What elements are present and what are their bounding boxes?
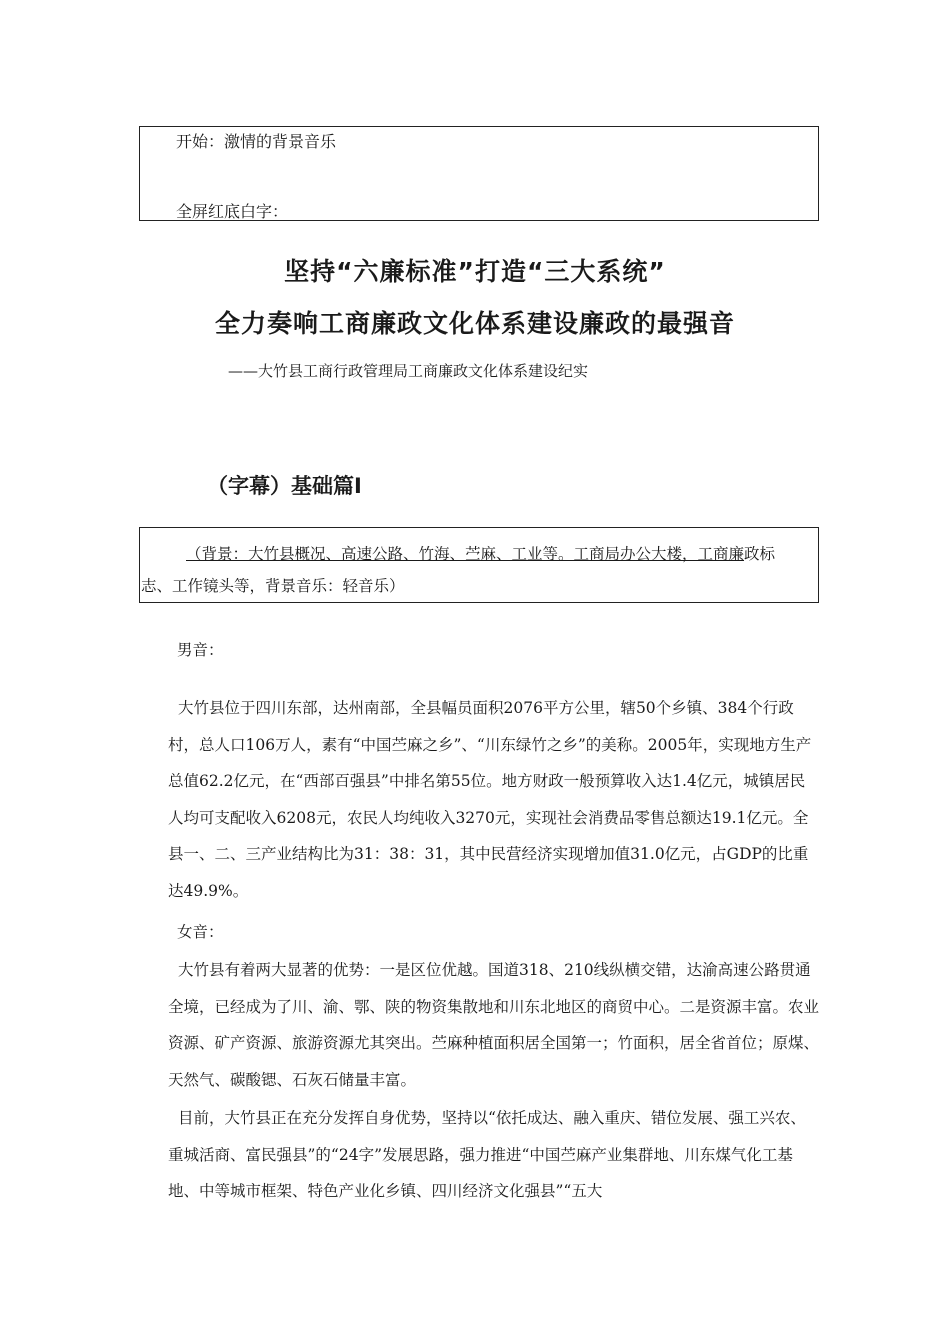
male-voice-label: 男音： (177, 641, 224, 659)
intro-line-music: 开始：激情的背景音乐 (176, 132, 337, 151)
background-text-rest: 政标志、工作镜头等，背景音乐：轻音乐） (141, 545, 776, 595)
subtitle: ——大竹县工商行政管理局工商廉政文化体系建设纪实 (228, 362, 589, 380)
background-text-underlined: （背景：大竹县概况、高速公路、竹海、苎麻、工业等。工商局办公大楼，工商廉 (186, 545, 745, 563)
paragraph-advantages: 大竹县有着两大显著的优势：一是区位优越。国道318、210线纵横交错，达渝高速公路贯通全境，已经成为了川、渝、鄂、陕的物资集散地和川东北地区的商贸中心。二是资源丰富。农业资源、矿产资源、旅游资源尤其突出。苎麻种植面积居全国第一；竹面积，居全省首位；原煤、天然气、碳酸锶、石灰石储量丰富。 (168, 961, 820, 1089)
background-box (139, 527, 819, 603)
intro-box (139, 126, 819, 221)
background-text (141, 538, 800, 602)
female-voice-label: 女音： (177, 923, 224, 941)
title-line-1: 坚持“六廉标准”打造“三大系统” (284, 257, 666, 286)
intro-line-screen: 全屏红底白字： (176, 202, 289, 221)
paragraph-development: 目前，大竹县正在充分发挥自身优势，坚持以“依托成达、融入重庆、错位发展、强工兴农、重城活商、富民强县”的“24字”发展思路，强力推进“中国苎麻产业集群地、川东煤气化工基地、中等城市框架、特色产业化乡镇、四川经济文化强县”“五大 (168, 1109, 806, 1200)
title-line-2: 全力奏响工商廉政文化体系建设廉政的最强音 (214, 309, 735, 338)
paragraph-county-overview: 大竹县位于四川东部，达州南部，全县幅员面积2076平方公里，辖50个乡镇、384个行政村，总人口106万人，素有“中国苎麻之乡”、“川东绿竹之乡”的美称。2005年，实现地方生产总值62.2亿元，在“西部百强县”中排名第55位。地方财政一般预算收入达1.4亿元，城镇居民人均可支配收入6208元，农民人均纯收入3270元，实现社会消费品零售总额达19.1亿元。全县一、二、三产业结构比为31：38：31，其中民营经济实现增加值31.0亿元，占GDP的比重达49.9%。 (168, 699, 812, 900)
section-heading: （字幕）基础篇Ⅰ (207, 474, 362, 498)
